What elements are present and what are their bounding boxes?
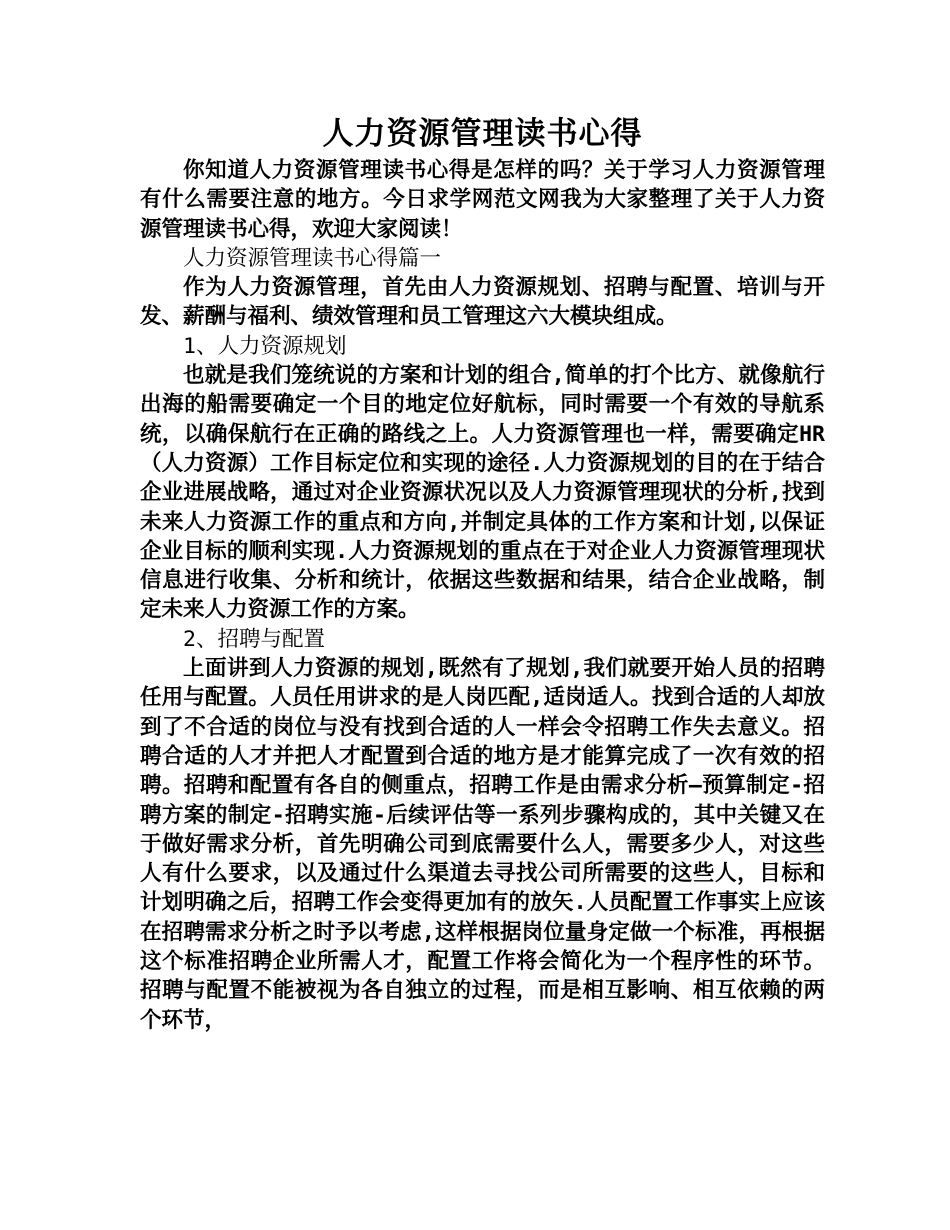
overview-paragraph: 作为人力资源管理，首先由人力资源规划、招聘与配置、培训与开发、薪酬与福利、绩效管理和员工管理这六大模块组成。 <box>140 275 825 330</box>
document-page <box>140 112 825 1035</box>
section-heading-part-one: 人力资源管理读书心得篇一 <box>183 245 442 271</box>
planning-paragraph: 也就是我们笼统说的方案和计划的组合,简单的打个比方、就像航行出海的船需要确定一个目的地定位好航标，同时需要一个有效的导航系统，以确保航行在正确的路线之上。人力资源管理也一样，需要确定HR（人力资源）工作目标定位和实现的途径.人力资源规划的目的在于结合企业进展战略，通过对企业资源状况以及人力资源管理现状的分析,找到未来人力资源工作的重点和方向,并制定具体的工作方案和计划,以保证企业目标的顺利实现.人力资源规划的重点在于对企业人力资源管理现状信息进行收集、分析和统计，依据这些数据和结果，结合企业战略，制定未来人力资源工作的方案。 <box>140 363 825 623</box>
section-heading-planning: 1、人力资源规划 <box>183 333 347 359</box>
intro-paragraph: 你知道人力资源管理读书心得是怎样的吗？关于学习人力资源管理有什么需要注意的地方。今日求学网范文网我为大家整理了关于人力资源管理读书心得，欢迎大家阅读！ <box>140 158 825 242</box>
section-heading-recruitment: 2、招聘与配置 <box>183 626 325 652</box>
document-title: 人力资源管理读书心得 <box>322 116 643 152</box>
recruitment-paragraph: 上面讲到人力资源的规划,既然有了规划,我们就要开始人员的招聘任用与配置。人员任用讲求的是人岗匹配,适岗适人。找到合适的人却放到了不合适的岗位与没有找到合适的人一样会令招聘工作失去意义。招聘合适的人才并把人才配置到合适的地方是才能算完成了一次有效的招聘。招聘和配置有各自的侧重点，招聘工作是由需求分析—预算制定-招聘方案的制定-招聘实施-后续评估等一系列步骤构成的，其中关键又在于做好需求分析，首先明确公司到底需要什么人，需要多少人，对这些人有什么要求，以及通过什么渠道去寻找公司所需要的这些人，目标和计划明确之后，招聘工作会变得更加有的放矢.人员配置工作事实上应该在招聘需求分析之时予以考虑,这样根据岗位量身定做一个标准，再根据这个标准招聘企业所需人才，配置工作将会简化为一个程序性的环节。招聘与配置不能被视为各自独立的过程，而是相互影响、相互依赖的两个环节， <box>140 656 825 1033</box>
